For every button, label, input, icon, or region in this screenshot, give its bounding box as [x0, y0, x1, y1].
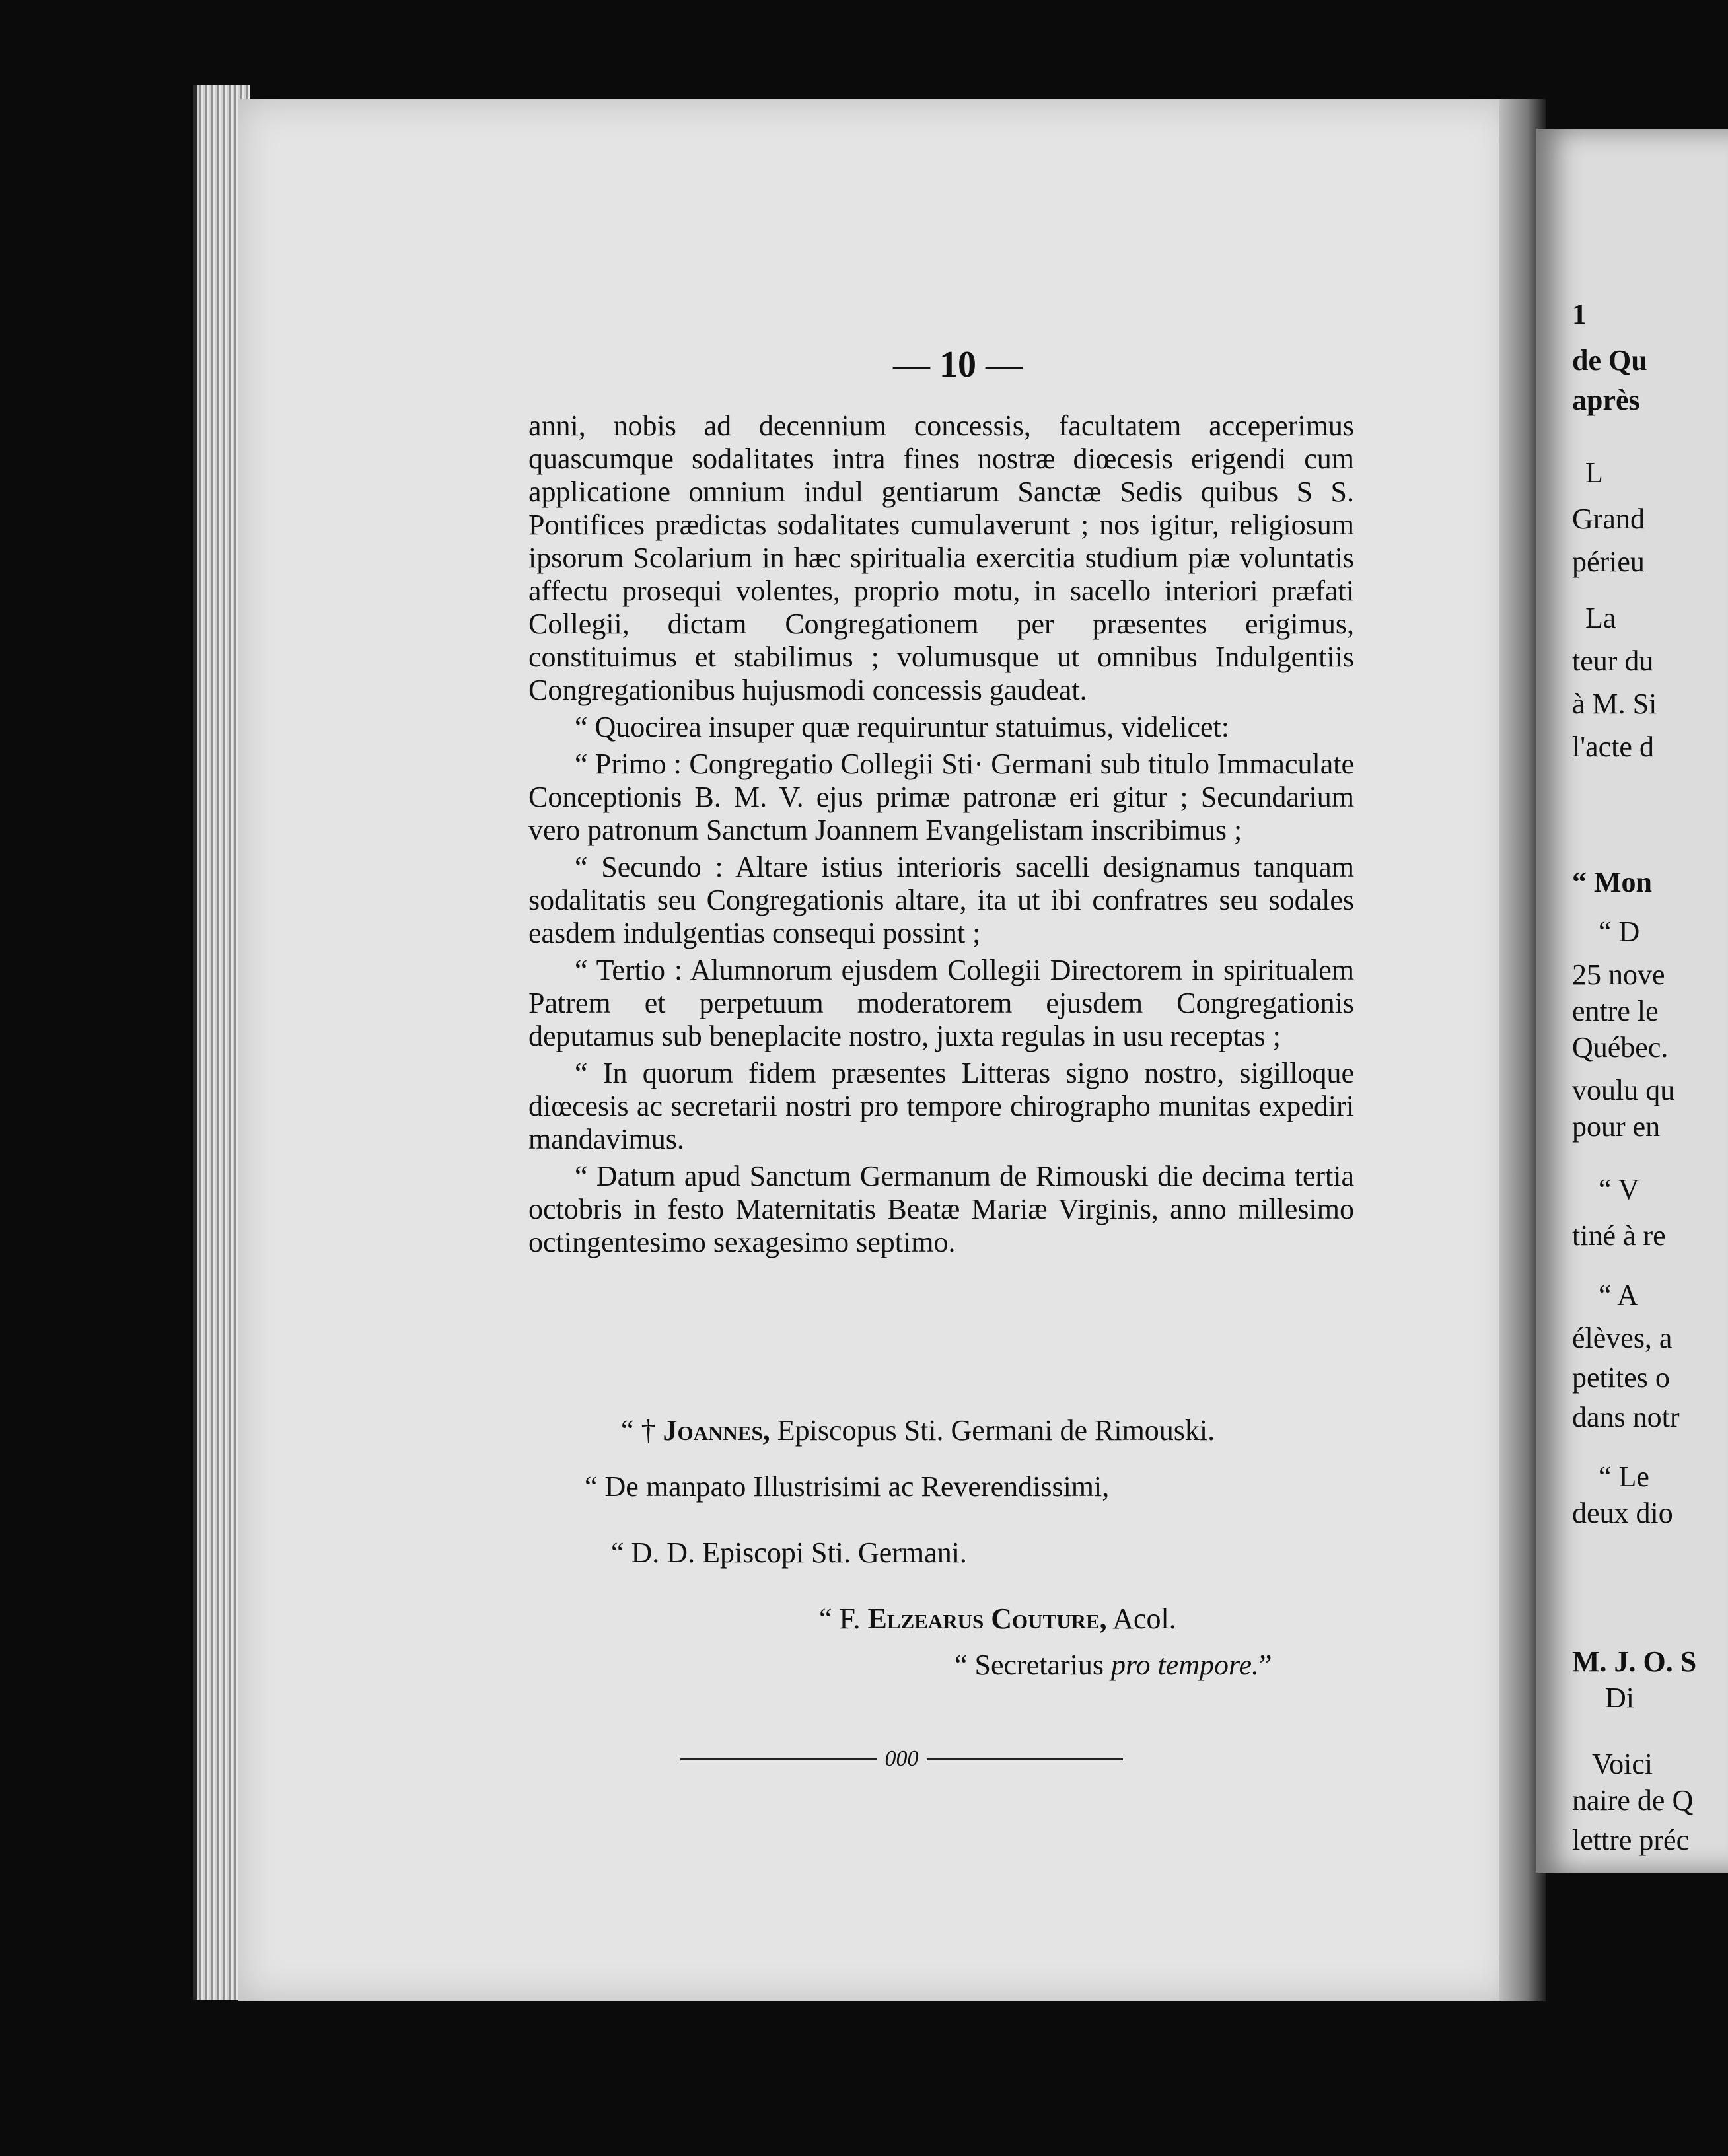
right-page-fragment: teur du: [1572, 645, 1654, 677]
right-page-fragment: L: [1585, 456, 1603, 489]
right-page-fragment: pour en: [1572, 1110, 1661, 1143]
right-page-fragment: de Qu: [1572, 344, 1647, 377]
ornament-divider: [680, 1746, 1123, 1771]
right-page-fragment: Grand: [1572, 503, 1645, 535]
right-page-fragment: à M. Si: [1572, 688, 1657, 720]
ornament-center: 000: [884, 1746, 919, 1771]
right-page-fragment: élèves, a: [1572, 1322, 1673, 1354]
paragraph-opening: anni, nobis ad decennium concessis, facultatem acceperimus quascumque sodalitates intra fines nostræ diœcesis erigendi cum applicatione omnium indul gentiarum Sanctæ Sedis quibus S S. Pontifices prædictas sodalitates cumulaverunt ; nos igitur, religiosum ipsorum Scolarium in hæc spiritualia exercitia studium piæ voluntatis affectu prosequi volentes, proprio motu, in sacello interiori præfati Collegii, dictam Congregationem per præsentes erigimus, constituimus et stabilimus ; volumusque ut omnibus Indulgentiis Congregationibus hujusmodi concessis gaudeat.: [528, 410, 1354, 706]
right-page-fragment: La: [1585, 602, 1616, 634]
right-page-fragment: périeu: [1572, 546, 1645, 578]
right-page-fragment: “ A: [1599, 1279, 1638, 1311]
right-page-fragment: “ V: [1599, 1173, 1639, 1205]
right-page-fragment: naire de Q: [1572, 1784, 1694, 1816]
right-page-fragment: deux dio: [1572, 1497, 1673, 1529]
right-page-fragment: 25 nove: [1572, 958, 1665, 991]
right-page-fragment: “ D: [1599, 916, 1640, 948]
paragraph-tertio: “ Tertio : Alumnorum ejusdem Collegii Directorem in spiritualem Patrem et perpetuum moderatorem ejusdem Congregationis deputamus sub beneplacite nostro, juxta regulas in usu receptas ;: [528, 954, 1354, 1052]
paragraph-secundo: “ Secundo : Altare istius interioris sacelli designamus tanquam sodalitatis seu Congregationis altare, ita ut ibi confratres seu sodales easdem indulgentias consequi possint ;: [528, 851, 1354, 949]
right-page-fragment: l'acte d: [1572, 731, 1654, 763]
right-page-fragment: après: [1572, 384, 1640, 416]
signature-secretary: “ F. Elzearus Couture, Acol.: [819, 1602, 1176, 1635]
ornament-rule-right: [927, 1758, 1124, 1760]
right-page-fragment: entre le: [1572, 995, 1659, 1027]
paragraph-quocirca: “ Quocirea insuper quæ requiruntur statuimus, videlicet:: [575, 711, 1229, 743]
right-page-fragment: 1: [1572, 298, 1587, 330]
right-page-fragment: dans notr: [1572, 1401, 1680, 1433]
signature-episcopi: “ D. D. Episcopi Sti. Germani.: [611, 1536, 967, 1569]
paragraph-in-quorum: “ In quorum fidem præsentes Litteras signo nostro, sigilloque diœcesis ac secretarii nostri pro tempore chirographo munitas expediri mandavimus.: [528, 1057, 1354, 1155]
right-page-fragment: Québec.: [1572, 1031, 1669, 1063]
right-page-fragment: lettre préc: [1572, 1824, 1690, 1856]
right-page: [1536, 129, 1728, 1873]
right-page-fragment: “ Mon: [1572, 866, 1652, 898]
right-page-fragment: Voici: [1592, 1748, 1653, 1780]
right-page-fragment: tiné à re: [1572, 1219, 1666, 1252]
ornament-rule-left: [680, 1758, 877, 1760]
paragraph-datum: “ Datum apud Sanctum Germanum de Rimouski die decima tertia octobris in festo Maternitatis Beatæ Mariæ Virginis, anno millesimo octingentesimo sexagesimo septimo.: [528, 1160, 1354, 1258]
body-text: [528, 410, 1354, 1259]
right-page-fragment: M. J. O. S: [1572, 1645, 1697, 1678]
signature-bishop: “ † Joannes, Episcopus Sti. Germani de Rimouski.: [621, 1414, 1215, 1447]
right-page-fragment: Di: [1605, 1682, 1634, 1714]
paragraph-primo: “ Primo : Congregatio Collegii Sti· Germani sub titulo Immaculate Conceptionis B. M. V. ejus primæ patronæ eri gitur ; Secundarium vero patronum Sanctum Joannem Evangelistam inscribimus ;: [528, 748, 1354, 846]
right-page-fragment: “ Le: [1599, 1460, 1649, 1493]
signature-mandate: “ De manpato Illustrisimi ac Reverendissimi,: [585, 1470, 1110, 1503]
right-page-fragment: petites o: [1572, 1361, 1670, 1394]
right-page-fragment: voulu qu: [1572, 1074, 1675, 1106]
page-number: — 10 —: [893, 344, 1023, 385]
signature-secretarius: “ Secretarius pro tempore.”: [954, 1649, 1272, 1681]
